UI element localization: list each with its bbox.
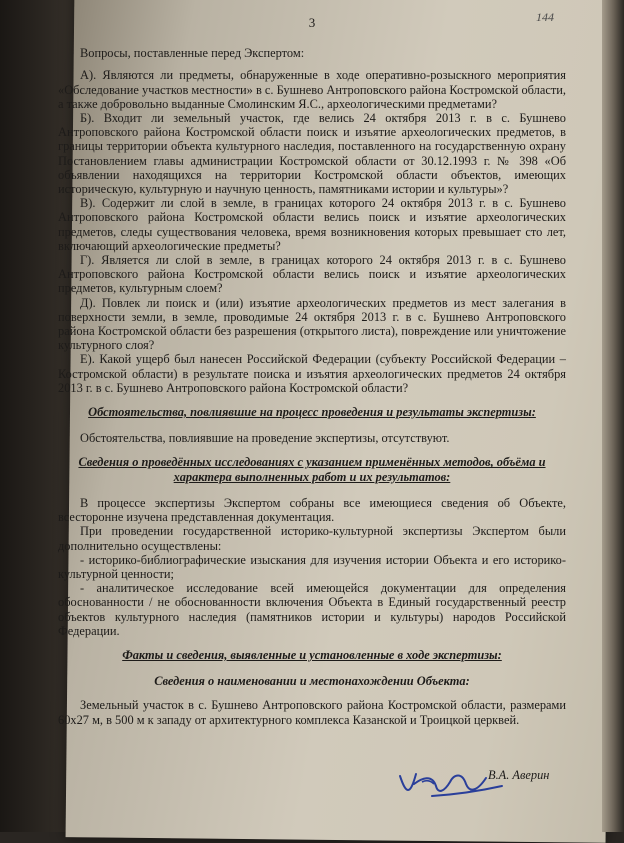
object-location-text: Земельный участок в с. Бушнево Антроповского района Костромской области, размерами 60х27 м, в 500 м к западу от архитектурного комплекса Казанской и Троицкой церквей. — [58, 698, 566, 727]
page-stack-edge — [602, 0, 624, 832]
question-e: Д). Повлек ли поиск и (или) изъятие археологических предметов из мест залегания в поверхности земли, в земле, проводимые 24 октября 2013 г. в с. Бушнево Антроповского района Костромской области без разрешения (открытого листа), повреждение или уничтожение культурного слоя? — [58, 295, 566, 353]
question-f: Е). Какой ущерб был нанесен Российской Федерации (субъекту Российской Федерации – Костромской области) в результате поиска и изъятия археологических предметов 24 октября 2013 г. в с. Бушнево Антроповского района Костромской области? — [58, 352, 566, 395]
document-body — [58, 10, 566, 727]
research-item-1: - историко-библиографические изыскания для изучения истории Объекта и его историко-культурной ценности; — [58, 552, 566, 581]
section-heading-circumstances: Обстоятельства, повлиявшие на процесс проведения и результаты экспертизы: — [88, 405, 536, 420]
question-b: Б). Входит ли земельный участок, где велись 24 октября 2013 г. в с. Бушнево Антроповского района Костромской области поиск и изъятие археологических предметов, в границы территории объекта культурного наследия, поставленного на государственную охрану Постановлением главы администрации Костромской области от 30.12.1993 г. № 398 «Об объявлении находящихся на территории Костромской области объектов, имеющих историческую, культурную и научную ценность, памятниками истории и культуры»? — [58, 111, 566, 197]
question-c: В). Содержит ли слой в земле, в границах которого 24 октября 2013 г. в с. Бушнево Антроповского района Костромской области велись поиск и изъятие археологических предметов, следы существования человека, время возникновения которых превышает сто лет, включающий археологические предметы? — [58, 196, 566, 253]
page-number: 3 — [308, 15, 316, 30]
section-heading-research: Сведения о проведённых исследованиях с указанием применённых методов, объёма и характера выполненных работ и их результатов: — [78, 455, 546, 484]
corner-page-mark: 144 — [536, 10, 554, 24]
questions-intro: Вопросы, поставленные перед Экспертом: — [80, 46, 305, 61]
circumstances-text: Обстоятельства, повлиявшие на проведение экспертизы, отсутствуют. — [80, 431, 450, 446]
question-d: Г). Является ли слой в земле, в границах которого 24 октября 2013 г. в с. Бушнево Антроповского района Костромской области велись поиск и изъятие археологических предметов, культурным слоем? — [58, 253, 566, 296]
research-paragraph-1: В процессе экспертизы Экспертом собраны все имеющиеся сведения об Объекте, всесторонне изучена представленная документация. — [58, 495, 566, 525]
question-a: А). Являются ли предметы, обнаруженные в ходе оперативно-розыскного мероприятия «Обследование участков местности» в с. Бушнево Антроповского района Костромской области, а также добровольно выданные Смолинским Я.С., археологическими предметами? — [58, 68, 566, 111]
research-item-2: - аналитическое исследование всей имеющейся документации для определения обоснованности / не обоснованности включения Объекта в Единый государственный реестр объектов культурного наследия (памятников истории и культуры) народов Российской Федерации. — [58, 581, 566, 638]
section-heading-facts: Факты и сведения, выявленные и установленные в ходе экспертизы: — [122, 647, 502, 662]
subheading-object-location: Сведения о наименовании и местонахождении Объекта: — [154, 674, 470, 689]
signature-name: В.А. Аверин — [488, 768, 550, 782]
research-paragraph-2: При проведении государственной историко-культурной экспертизы Экспертом были дополнительно осуществлены: — [58, 524, 566, 553]
